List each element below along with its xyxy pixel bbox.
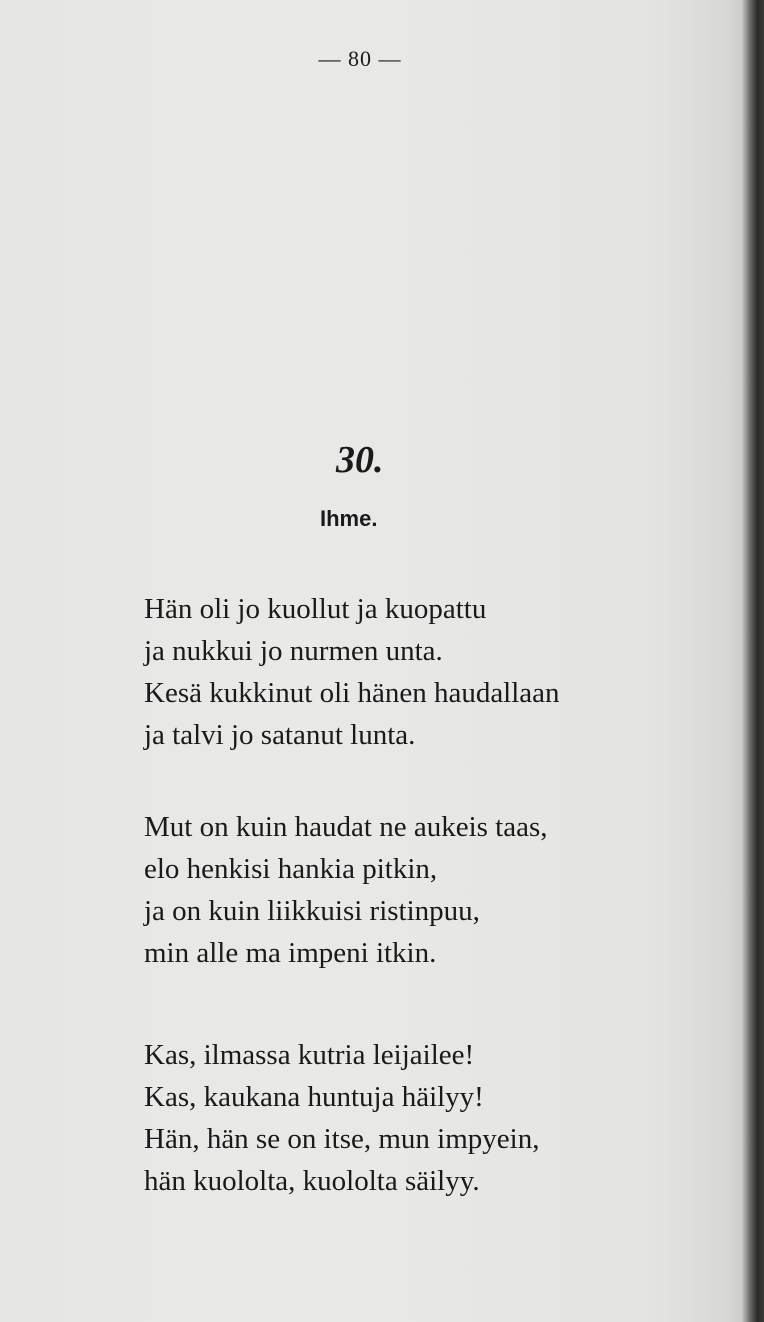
page-number: — 80 — xyxy=(318,46,402,71)
verse-line: ja talvi jo satanut lunta. xyxy=(144,719,416,751)
verse-line: Kesä kukkinut oli hänen haudallaan xyxy=(144,677,560,709)
poem-number: 30. xyxy=(336,439,384,481)
verse-line: ja nukkui jo nurmen unta. xyxy=(144,635,443,667)
verse-line: min alle ma impeni itkin. xyxy=(144,937,437,969)
page-edge-shadow xyxy=(742,0,764,1322)
stanza-3 xyxy=(144,1034,539,1202)
verse-line: ja on kuin liikkuisi ristinpuu, xyxy=(144,895,480,927)
verse-line: elo henkisi hankia pitkin, xyxy=(144,853,438,885)
verse-line: Hän oli jo kuollut ja kuopattu xyxy=(144,593,487,625)
stanza-2 xyxy=(144,806,548,974)
verse-line: Kas, ilmassa kutria leijailee! xyxy=(144,1039,475,1071)
stanza-1 xyxy=(144,588,560,756)
verse-line: Hän, hän se on itse, mun impyein, xyxy=(144,1123,540,1155)
verse-line: Kas, kaukana huntuja häilyy! xyxy=(144,1081,484,1113)
verse-line: hän kuololta, kuololta säilyy. xyxy=(144,1165,480,1197)
poem-title: Ihme. xyxy=(320,506,378,531)
verse-line: Mut on kuin haudat ne aukeis taas, xyxy=(144,811,548,843)
